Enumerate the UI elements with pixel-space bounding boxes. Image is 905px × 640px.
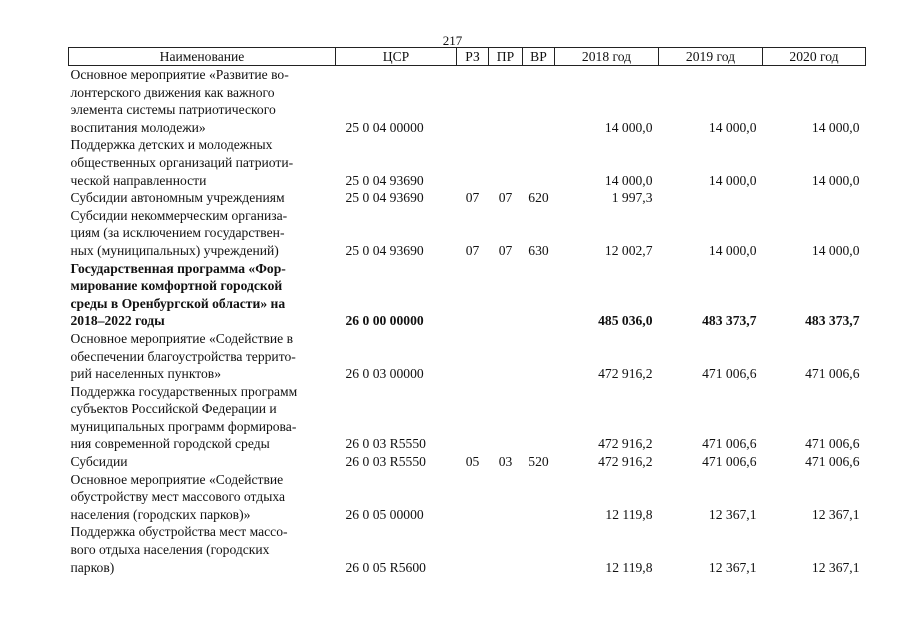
row-vr-cell: 630 <box>528 242 549 258</box>
table-row <box>69 260 866 330</box>
row-csr-cell: 25 0 04 93690 <box>345 190 424 206</box>
table-row <box>69 471 866 524</box>
row-rz-cell <box>457 523 489 576</box>
row-name-cell: Поддержка государственных программ субъектов Российской Федерации и муниципальных программ формирова- ния современной городской среды <box>70 383 298 452</box>
column-header-2020: 2020 год <box>763 48 866 66</box>
row-vr-cell <box>523 471 555 524</box>
column-header-csr: ЦСР <box>336 48 457 66</box>
row-2019-value: 12 367,1 <box>708 506 757 522</box>
budget-table <box>68 47 866 576</box>
row-2020-value: 483 373,7 <box>805 313 860 329</box>
row-2020-value: 14 000,0 <box>811 172 860 188</box>
row-name-cell: Государственная программа «Фор- мирование комфортной городской среды в Оренбургской области» на 2018–2022 годы <box>70 260 286 329</box>
row-2020-value: 12 367,1 <box>811 506 860 522</box>
row-rz-cell <box>457 330 489 383</box>
row-2018-value: 12 119,8 <box>605 506 653 522</box>
row-name-cell: Поддержка обустройства мест массо- вого отдыха населения (городских парков) <box>70 524 288 575</box>
row-rz-cell <box>457 471 489 524</box>
table-row <box>69 189 866 207</box>
row-vr-cell: 620 <box>528 190 549 206</box>
row-name-cell: Субсидии <box>70 454 128 470</box>
row-2019-value <box>659 189 763 207</box>
row-rz-cell <box>457 136 489 189</box>
row-2019-value: 471 006,6 <box>702 366 757 382</box>
row-2020-value: 12 367,1 <box>811 559 860 575</box>
row-rz-cell <box>457 260 489 330</box>
row-csr-cell: 26 0 05 R5600 <box>345 559 426 575</box>
row-pr-cell <box>489 330 523 383</box>
row-2020-value: 471 006,6 <box>805 454 860 470</box>
row-2020-value <box>763 189 866 207</box>
row-csr-cell: 25 0 04 93690 <box>345 172 424 188</box>
row-name-cell: Субсидии некоммерческим организа- циям (за исключением государствен- ных (муниципальных) учреждений) <box>70 207 288 258</box>
row-vr-cell: 520 <box>528 454 549 470</box>
row-name-cell: Основное мероприятие «Содействие обустройству мест массового отдыха населения (городских парков)» <box>70 471 286 522</box>
row-2019-value: 14 000,0 <box>708 172 757 188</box>
row-2020-value: 14 000,0 <box>811 119 860 135</box>
row-2018-value: 472 916,2 <box>598 454 653 470</box>
row-2018-value: 472 916,2 <box>598 366 653 382</box>
row-pr-cell: 07 <box>498 190 513 206</box>
column-header-2019: 2019 год <box>659 48 763 66</box>
row-vr-cell <box>523 330 555 383</box>
row-name-cell: Основное мероприятие «Содействие в обеспечении благоустройства террито- рий населенных пунктов» <box>70 330 296 382</box>
table-row <box>69 453 866 471</box>
row-pr-cell: 07 <box>498 242 513 258</box>
row-pr-cell <box>489 523 523 576</box>
column-header-vr: ВР <box>523 48 555 66</box>
row-name-cell: Поддержка детских и молодежных общественных организаций патриоти- ческой направленности <box>70 137 294 188</box>
table-row <box>69 383 866 453</box>
row-rz-cell <box>457 383 489 453</box>
row-vr-cell <box>523 136 555 189</box>
row-rz-cell: 05 <box>465 454 480 470</box>
row-2018-value: 1 997,3 <box>611 190 653 206</box>
row-rz-cell: 07 <box>465 242 480 258</box>
table-row <box>69 136 866 189</box>
row-vr-cell <box>523 66 555 137</box>
row-2020-value: 471 006,6 <box>805 366 860 382</box>
table-row <box>69 330 866 383</box>
row-2019-value: 14 000,0 <box>708 119 757 135</box>
column-header-2018: 2018 год <box>555 48 659 66</box>
row-2019-value: 14 000,0 <box>708 242 757 258</box>
row-2020-value: 471 006,6 <box>805 436 860 452</box>
row-pr-cell <box>489 471 523 524</box>
row-csr-cell: 26 0 03 R5550 <box>345 454 426 470</box>
row-csr-cell: 25 0 04 00000 <box>345 119 424 135</box>
row-2018-value: 12 119,8 <box>605 559 653 575</box>
row-2018-value: 14 000,0 <box>604 172 653 188</box>
row-2020-value: 14 000,0 <box>811 242 860 258</box>
row-2019-value: 471 006,6 <box>702 436 757 452</box>
row-2019-value: 471 006,6 <box>702 454 757 470</box>
column-header-name: Наименование <box>69 48 336 66</box>
table-row <box>69 66 866 137</box>
row-2019-value: 12 367,1 <box>708 559 757 575</box>
row-name-cell: Субсидии автономным учреждениям <box>70 190 285 206</box>
row-pr-cell <box>489 66 523 137</box>
row-2019-value: 483 373,7 <box>702 313 757 329</box>
row-2018-value: 472 916,2 <box>598 436 653 452</box>
table-row <box>69 523 866 576</box>
row-csr-cell: 26 0 00 00000 <box>345 313 424 329</box>
column-header-rz: РЗ <box>457 48 489 66</box>
row-csr-cell: 26 0 03 R5550 <box>345 436 426 452</box>
table-body <box>69 66 866 577</box>
row-2018-value: 485 036,0 <box>598 313 653 329</box>
row-vr-cell <box>523 383 555 453</box>
row-vr-cell <box>523 523 555 576</box>
row-2018-value: 14 000,0 <box>604 119 653 135</box>
row-rz-cell: 07 <box>465 190 480 206</box>
row-pr-cell <box>489 260 523 330</box>
page-number: 217 <box>442 33 463 48</box>
row-csr-cell: 25 0 04 93690 <box>345 242 424 258</box>
row-csr-cell: 26 0 05 00000 <box>345 506 424 522</box>
row-2018-value: 12 002,7 <box>604 242 653 258</box>
column-header-pr: ПР <box>489 48 523 66</box>
table-header-row <box>69 48 866 66</box>
row-pr-cell <box>489 136 523 189</box>
row-csr-cell: 26 0 03 00000 <box>345 366 424 382</box>
table-row <box>69 207 866 260</box>
row-pr-cell <box>489 383 523 453</box>
row-pr-cell: 03 <box>498 454 513 470</box>
row-vr-cell <box>523 260 555 330</box>
row-name-cell: Основное мероприятие «Развитие во- лонтерского движения как важного элемента системы патриотического воспитания молодежи» <box>70 67 289 135</box>
row-rz-cell <box>457 66 489 137</box>
